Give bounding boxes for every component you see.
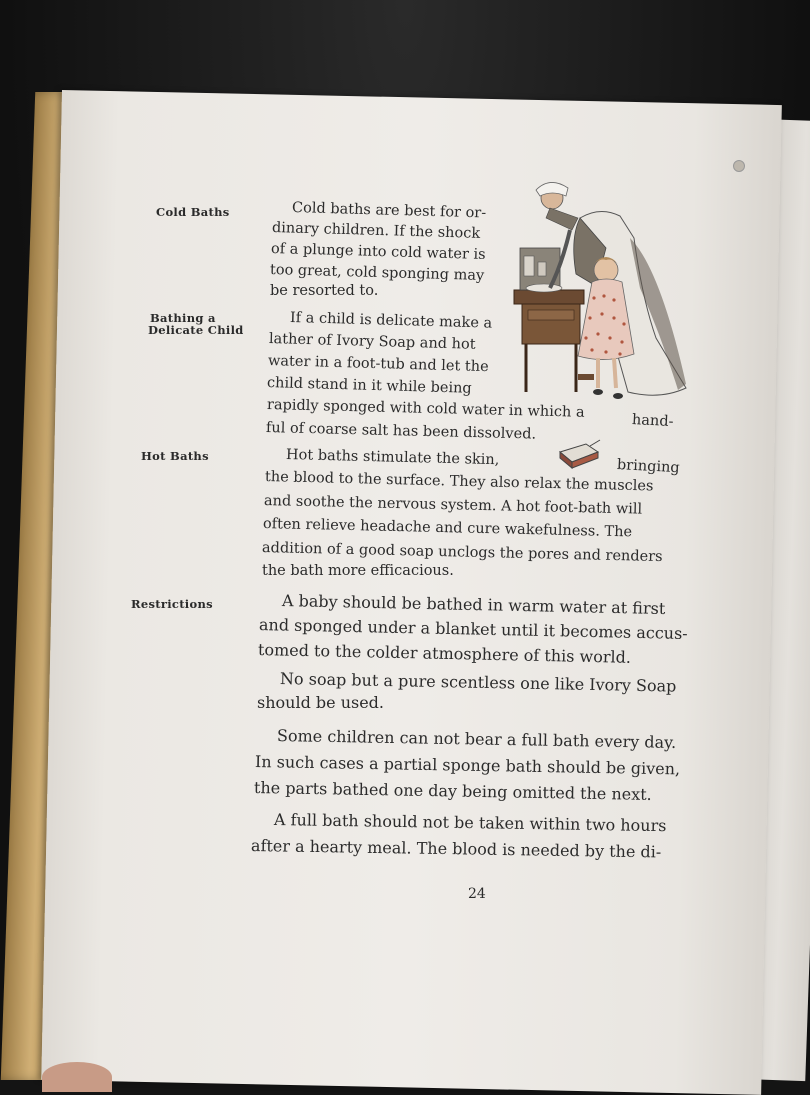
soap-cake-icon [556,438,602,472]
page-number: 24 [468,886,486,902]
heading-bathing-delicate-2: Delicate Child [148,323,244,337]
text-line: dinary children. If the shock [271,220,481,242]
text-line: Some children can not bear a full bath every day. [276,726,677,752]
text-line: Hot baths stimulate the skin, [285,447,500,469]
heading-hot-baths: Hot Baths [141,449,209,463]
text-line: rapidly sponged with cold water in which a [266,397,585,421]
text-line: lather of Ivory Soap and hot [268,331,476,353]
text-line: often relieve headache and cure wakefulness. The [262,516,633,541]
text-line: tomed to the colder atmosphere of this world. [257,640,632,667]
text-line: No soap but a pure scentless one like Ivory Soap [279,669,677,696]
text-line: too great, cold sponging may [269,262,485,284]
text-line: addition of a good soap unclogs the pores and renders [261,540,663,566]
page-pin-mark [733,160,745,172]
nurse-and-child-illustration [510,178,700,413]
heading-restrictions: Restrictions [131,597,213,611]
text-line: water in a foot-tub and let the [267,353,489,376]
text-line: A full bath should not be taken within two hours [273,810,667,836]
text-line: child stand in it while being [266,375,472,397]
hand-fingertips [42,1062,112,1092]
text-line: and soothe the nervous system. A hot foot-bath will [263,493,643,518]
text-line: A baby should be bathed in warm water at first [281,591,666,619]
text-line: of a plunge into cold water is [270,241,486,263]
text-line: should be used. [257,693,385,712]
heading-bathing-delicate-1: Bathing a [150,311,216,325]
text-line: be resorted to. [270,283,379,299]
text-line: the bath more efficacious. [262,563,454,579]
text-line: the parts bathed one day being omitted the next. [253,778,652,804]
text-line: If a child is delicate make a [289,310,493,332]
text-line: bringing [616,457,681,477]
text-line: after a hearty meal. The blood is needed by the di- [250,836,662,862]
text-line: ful of coarse salt has been dissolved. [265,420,537,443]
heading-cold-baths: Cold Baths [156,205,230,219]
text-line: Cold baths are best for or- [291,200,487,222]
text-line: In such cases a partial sponge bath should be given, [254,752,681,779]
text-line: and sponged under a blanket until it becomes accus- [258,615,688,643]
text-line: hand- [631,412,674,431]
text-line: the blood to the surface. They also relax the muscles [264,469,654,495]
